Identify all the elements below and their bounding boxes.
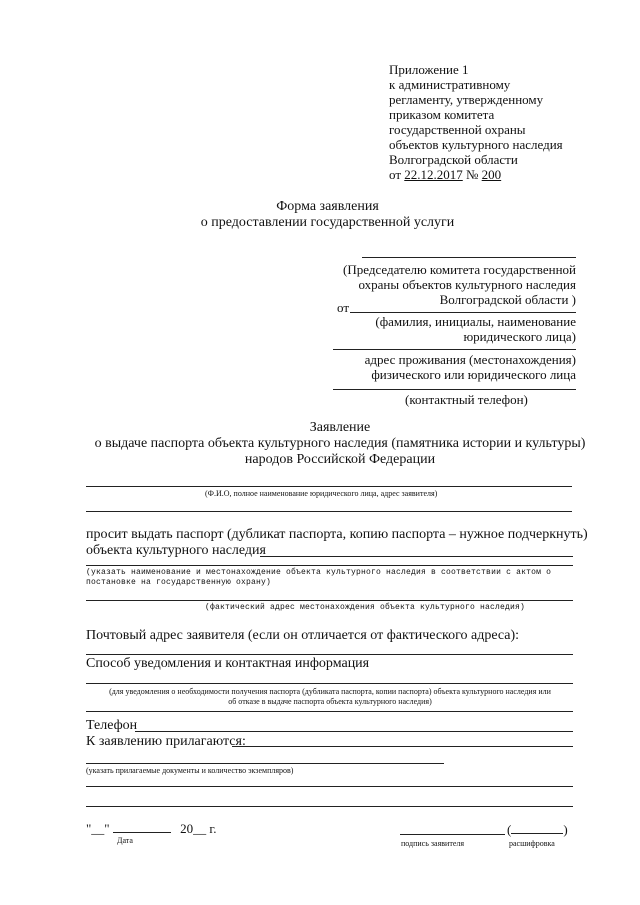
form-title-line-2: о предоставлении государственной услуги: [200, 215, 455, 230]
applicant-field-hint: (Ф.И.О, полное наименование юридического лица, адрес заявителя): [205, 489, 438, 498]
paren-open: (: [507, 822, 512, 837]
object-hint: [86, 568, 551, 588]
statement-subtitle-2: народов Российской Федерации: [244, 452, 436, 467]
postal-address-line[interactable]: [86, 654, 573, 655]
from-label: от: [337, 300, 350, 315]
object-hint-line-2: постановке на государственную охрану): [86, 578, 272, 587]
year-prefix: 20: [180, 821, 194, 836]
addressee-line-3: Волгоградской области ): [439, 292, 576, 307]
appendix-line-1: Приложение 1: [389, 62, 469, 77]
object-field-line[interactable]: [260, 556, 573, 557]
year-suffix: __ г.: [193, 821, 217, 836]
order-date: 22.12.2017: [404, 167, 463, 182]
actual-address-hint: (фактический адрес местонахождения объекта культурного наследия): [205, 603, 526, 612]
attachments-line-4[interactable]: [86, 806, 573, 807]
statement-heading: [40, 420, 640, 468]
address-hint-line-2: физического или юридического лица: [371, 367, 576, 382]
appendix-line-2: к административному: [389, 77, 511, 92]
contact-phone-hint: (контактный телефон): [405, 392, 528, 407]
addressee-block: [340, 262, 576, 307]
notify-hint: [40, 687, 620, 707]
appendix-line-3: регламенту, утвержденному: [389, 92, 544, 107]
date-field[interactable]: [86, 821, 217, 836]
appendix-line-7: Волгоградской области: [389, 152, 518, 167]
request-line: просит выдать паспорт (дубликат паспорта, копию паспорта – нужное подчеркнуть): [86, 527, 588, 542]
applicant-hint: [340, 314, 576, 344]
form-title: [0, 199, 580, 231]
order-number: 200: [481, 167, 502, 182]
applicant-hint-line-2: юридического лица): [463, 329, 576, 344]
form-title-line-1: Форма заявления: [276, 199, 379, 214]
date-label: Дата: [117, 836, 133, 845]
object-hint-line-1: (указать наименование и местонахождение объекта культурного наследия в соответствии с актом о: [86, 568, 552, 577]
phone-field-line[interactable]: [333, 389, 576, 390]
from-field-line[interactable]: [350, 312, 576, 313]
notify-method-label: Способ уведомления и контактная информация: [86, 656, 370, 671]
appendix-line-4: приказом комитета: [389, 107, 495, 122]
applicant-hint-line-1: (фамилия, инициалы, наименование: [375, 314, 576, 329]
phone-input-line[interactable]: [135, 731, 573, 732]
notify-hint-line-1: (для уведомления о необходимости получения паспорта (дубликата паспорта, копии паспорта) объекта культурного наследия или: [109, 687, 551, 696]
appendix-line-6: объектов культурного наследия: [389, 137, 563, 152]
addressee-line-1: (Председателю комитета государственной: [343, 262, 576, 277]
actual-address-line[interactable]: [86, 600, 573, 601]
phone-label: Телефон: [86, 718, 138, 733]
address-field-line[interactable]: [333, 349, 576, 350]
statement-subtitle-1: о выдаче паспорта объекта культурного наследия (памятника истории и культуры): [94, 436, 586, 451]
date-prefix: от: [389, 167, 402, 182]
appendix-block: [389, 62, 563, 182]
addressee-line-2: охраны объектов культурного наследия: [358, 277, 576, 292]
address-hint-line-1: адрес проживания (местонахождения): [364, 352, 576, 367]
month-blank[interactable]: [113, 821, 171, 833]
number-prefix: №: [466, 167, 479, 182]
decode-field[interactable]: [507, 822, 568, 837]
attachments-line[interactable]: [232, 746, 573, 747]
statement-title: Заявление: [309, 420, 371, 435]
appendix-line-5: государственной охраны: [389, 122, 526, 137]
addressee-line: [362, 257, 576, 258]
address-hint: [340, 352, 576, 382]
decode-blank[interactable]: [511, 822, 563, 834]
notify-method-line[interactable]: [86, 683, 573, 684]
paren-close: ): [563, 822, 568, 837]
decode-label: расшифровка: [509, 839, 555, 848]
attachments-hint: (указать прилагаемые документы и количество экземпляров): [86, 766, 294, 775]
attachments-line-3[interactable]: [86, 786, 573, 787]
signature-label: подпись заявителя: [401, 839, 465, 848]
date-quote: "__": [86, 821, 110, 836]
applicant-field-line[interactable]: [86, 486, 572, 487]
appendix-date-line: [389, 167, 563, 182]
applicant-field-line-2[interactable]: [86, 511, 572, 512]
attachments-label: К заявлению прилагаются:: [86, 734, 246, 749]
notify-method-line-2[interactable]: [86, 711, 573, 712]
notify-hint-line-2: об отказе в выдаче паспорта объекта культурного наследия): [228, 697, 432, 706]
object-field-line-2[interactable]: [86, 565, 573, 566]
postal-address-label: Почтовый адрес заявителя (если он отличается от фактического адреса):: [86, 628, 520, 643]
object-label: объекта культурного наследия: [86, 543, 266, 558]
attachments-line-2[interactable]: [86, 763, 444, 764]
signature-line[interactable]: [400, 834, 505, 835]
